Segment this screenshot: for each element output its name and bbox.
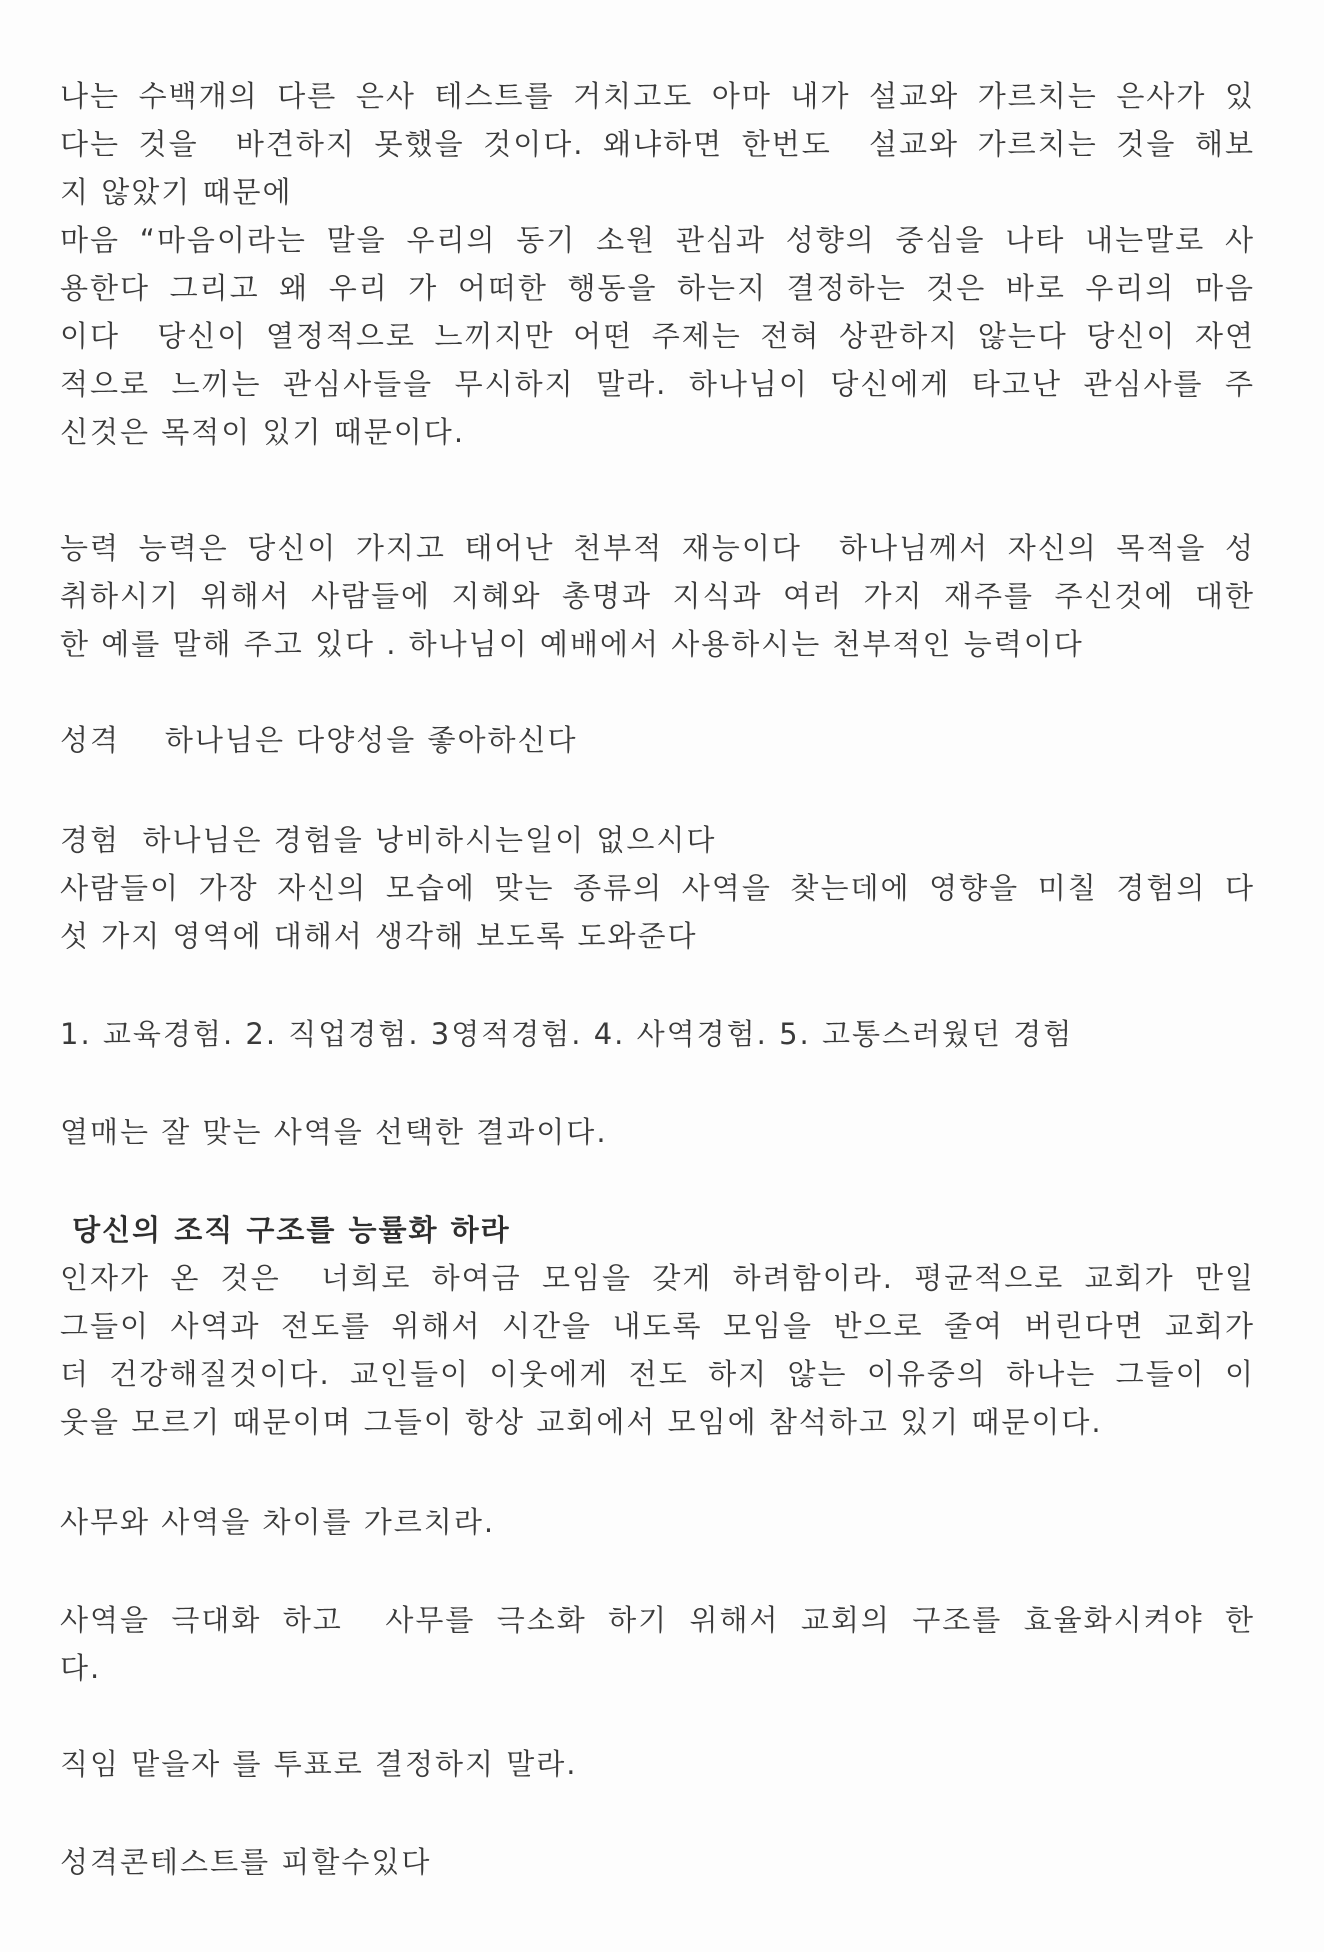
text-line: 섯 가지 영역에 대해서 생각해 보도록 도와준다 bbox=[60, 919, 698, 953]
paragraph-avoid-contest bbox=[60, 1838, 1255, 1886]
text-line: 더 건강해질것이다. 교인들이 이웃에게 전도 하지 않는 이유중의 하나는 그들이 이 bbox=[60, 1357, 1255, 1391]
paragraph-streamline-structure bbox=[60, 1254, 1255, 1446]
text-line: 그들이 사역과 전도를 위해서 시간을 내도록 모임을 반으로 줄여 버린다면 교회가 bbox=[60, 1309, 1255, 1343]
text-line: 다는 것을 바견하지 못했을 것이다. 왜냐하면 한번도 설교와 가르치는 것을 해보 bbox=[60, 127, 1255, 161]
text-line: 신것은 목적이 있기 때문이다. bbox=[60, 415, 466, 449]
heading-text: 당신의 조직 구조를 능률화 하라 bbox=[60, 1213, 511, 1247]
text-line: 열매는 잘 맞는 사역을 선택한 결과이다. bbox=[60, 1115, 608, 1149]
text-line: 다. bbox=[60, 1651, 102, 1685]
text-line: 웃을 모르기 때문이며 그들이 항상 교회에서 모임에 참석하고 있기 때문이다. bbox=[60, 1405, 1103, 1439]
text-line: 지 않았기 때문에 bbox=[60, 175, 293, 209]
text-line: 이다 당신이 열정적으로 느끼지만 어떤 주제는 전혀 상관하지 않는다 당신이 자연 bbox=[60, 319, 1255, 353]
paragraph-ability bbox=[60, 524, 1255, 668]
paragraph-maximize-ministry bbox=[60, 1596, 1255, 1692]
text-line: 직임 맡을자 를 투표로 결정하지 말라. bbox=[60, 1747, 578, 1781]
text-line: 마음 “마음이라는 말을 우리의 동기 소원 관심과 성향의 중심을 나타 내는말로 사 bbox=[60, 223, 1255, 257]
paragraph-experience-list bbox=[60, 1010, 1255, 1058]
paragraph-experience bbox=[60, 816, 1255, 960]
text-line: 취하시기 위해서 사람들에 지혜와 총명과 지식과 여러 가지 재주를 주신것에 대한 bbox=[60, 579, 1255, 613]
text-line: 나는 수백개의 다른 은사 테스트를 거치고도 아마 내가 설교와 가르치는 은사가 있 bbox=[60, 79, 1255, 113]
text-line: 성격 하나님은 다양성을 좋아하신다 bbox=[60, 723, 578, 757]
paragraph-no-voting bbox=[60, 1740, 1255, 1788]
paragraph-spiritual-gift-tests bbox=[60, 72, 1255, 456]
text-line: 1. 교육경험. 2. 직업경험. 3영적경험. 4. 사역경험. 5. 고통스러웠던 경험 bbox=[60, 1017, 1074, 1051]
paragraph-teach-difference bbox=[60, 1498, 1255, 1546]
text-line: 사람들이 가장 자신의 모습에 맞는 종류의 사역을 찾는데에 영향을 미칠 경험의 다 bbox=[60, 871, 1255, 905]
text-line: 인자가 온 것은 너희로 하여금 모임을 갖게 하려함이라. 평균적으로 교회가 만일 bbox=[60, 1261, 1255, 1295]
paragraph-personality bbox=[60, 716, 1255, 764]
text-line: 적으로 느끼는 관심사들을 무시하지 말라. 하나님이 당신에게 타고난 관심사를 주 bbox=[60, 367, 1255, 401]
text-line: 능력 능력은 당신이 가지고 태어난 천부적 재능이다 하나님께서 자신의 목적을 성 bbox=[60, 531, 1255, 565]
text-line: 사역을 극대화 하고 사무를 극소화 하기 위해서 교회의 구조를 효율화시켜야 한 bbox=[60, 1603, 1255, 1637]
paragraph-fruit bbox=[60, 1108, 1255, 1156]
text-line: 사무와 사역을 차이를 가르치라. bbox=[60, 1505, 496, 1539]
section-heading bbox=[60, 1206, 1255, 1254]
text-line: 성격콘테스트를 피할수있다 bbox=[60, 1845, 432, 1879]
text-line: 용한다 그리고 왜 우리 가 어떠한 행동을 하는지 결정하는 것은 바로 우리의 마음 bbox=[60, 271, 1255, 305]
text-line: 경험 하나님은 경험을 낭비하시는일이 없으시다 bbox=[60, 823, 717, 857]
text-line: 한 예를 말해 주고 있다 . 하나님이 예배에서 사용하시는 천부적인 능력이다 bbox=[60, 627, 1084, 661]
